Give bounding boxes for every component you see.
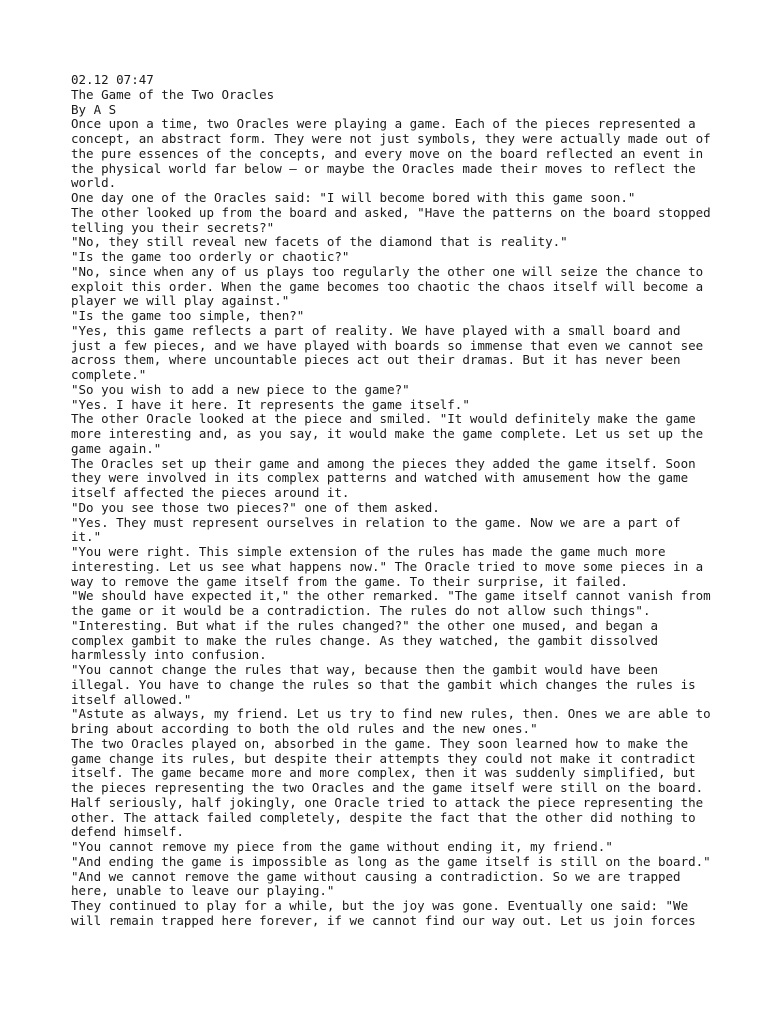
paragraph: "You cannot change the rules that way, because then the gambit would have been illegal. You have to change the rules so that the gambit which changes the rules is itself allowed."	[71, 662, 704, 707]
paragraph: "Yes. I have it here. It represents the game itself."	[71, 396, 470, 412]
paragraph: Once upon a time, two Oracles were playing a game. Each of the pieces represented a concept, an abstract form. They were not just symbols, they were actually made out of the pure essences of the concepts, and every move on the board reflected an event in the physical world far below — or maybe the Oracles made their moves to reflect the world.	[71, 116, 719, 191]
paragraph: "Yes. They must represent ourselves in relation to the game. Now we are a part of it."	[71, 514, 689, 545]
paragraph: "And we cannot remove the game without causing a contradiction. So we are trapped here, unable to leave our playing."	[71, 868, 689, 899]
paragraph: "Interesting. But what if the rules changed?" the other one mused, and began a complex gambit to make the rules change. As they watched, the gambit dissolved harmlessly into confusion.	[71, 617, 666, 663]
paragraph: "You cannot remove my piece from the game without ending it, my friend."	[71, 839, 613, 854]
document-page	[71, 72, 719, 929]
paragraph: "No, since when any of us plays too regularly the other one will seize the chance to exploit this order. When the game becomes too chaotic the chaos itself will become a player we will play against."	[71, 263, 711, 309]
paragraph: The other Oracle looked at the piece and smiled. "It would definitely make the game more interesting and, as you say, it would make the game complete. Let us set up the game again."	[71, 411, 711, 456]
paragraph: "So you wish to add a new piece to the game?"	[71, 381, 410, 397]
paragraph: "Is the game too simple, then?"	[71, 308, 305, 323]
paragraph: "Yes, this game reflects a part of reality. We have played with a small board and just a few pieces, and we have played with boards so immense that even we cannot see across them, where uncountable pieces act out their dramas. But it has never been complete."	[71, 322, 711, 382]
paragraph: The other looked up from the board and asked, "Have the patterns on the board stopped telling you their secrets?"	[71, 204, 719, 235]
paragraph: "You were right. This simple extension of the rules has made the game much more interesting. Let us see what happens now." The Oracle tried to move some pieces in a way to remove the game itself from the game. To their surprise, it failed.	[71, 544, 711, 589]
paragraph: They continued to play for a while, but the joy was gone. Eventually one said: "We will remain trapped here forever, if we cannot find our way out. Let us join forces	[71, 898, 696, 928]
paragraph: "No, they still reveal new facets of the diamond that is reality."	[71, 234, 568, 250]
paragraph: "Do you see those two pieces?" one of them asked.	[71, 499, 440, 515]
timestamp: 02.12 07:47	[71, 72, 154, 87]
paragraph: The Oracles set up their game and among the pieces they added the game itself. Soon they were involved in its complex patterns and watched with amusement how the game itself affected the pieces around it.	[71, 455, 704, 500]
paragraph: "Is the game too orderly or chaotic?"	[71, 249, 350, 264]
paragraph: "We should have expected it," the other remarked. "The game itself cannot vanish from the game or it would be a contradiction. The rules do not allow such things".	[71, 588, 719, 618]
paragraph: The two Oracles played on, absorbed in the game. They soon learned how to make the game change its rules, but despite their attempts they could not make it contradict itself. The game became more and more complex, then it was suddenly simplified, but the pieces representing the two Oracles and the game itself were still on the board. Half seriously, half jokingly, one Oracle tried to attack the piece representing the other. The attack failed completely, despite the fact that the other did nothing to defend himself.	[71, 735, 711, 840]
byline: By A S	[71, 101, 117, 117]
paragraph: "Astute as always, my friend. Let us try to find new rules, then. Ones we are able to bring about according to both the old rules and the new ones."	[71, 706, 719, 736]
paragraph: "And ending the game is impossible as long as the game itself is still on the board."	[71, 853, 711, 869]
document-title: The Game of the Two Oracles	[71, 86, 275, 102]
paragraph: One day one of the Oracles said: "I will become bored with this game soon."	[71, 190, 636, 205]
